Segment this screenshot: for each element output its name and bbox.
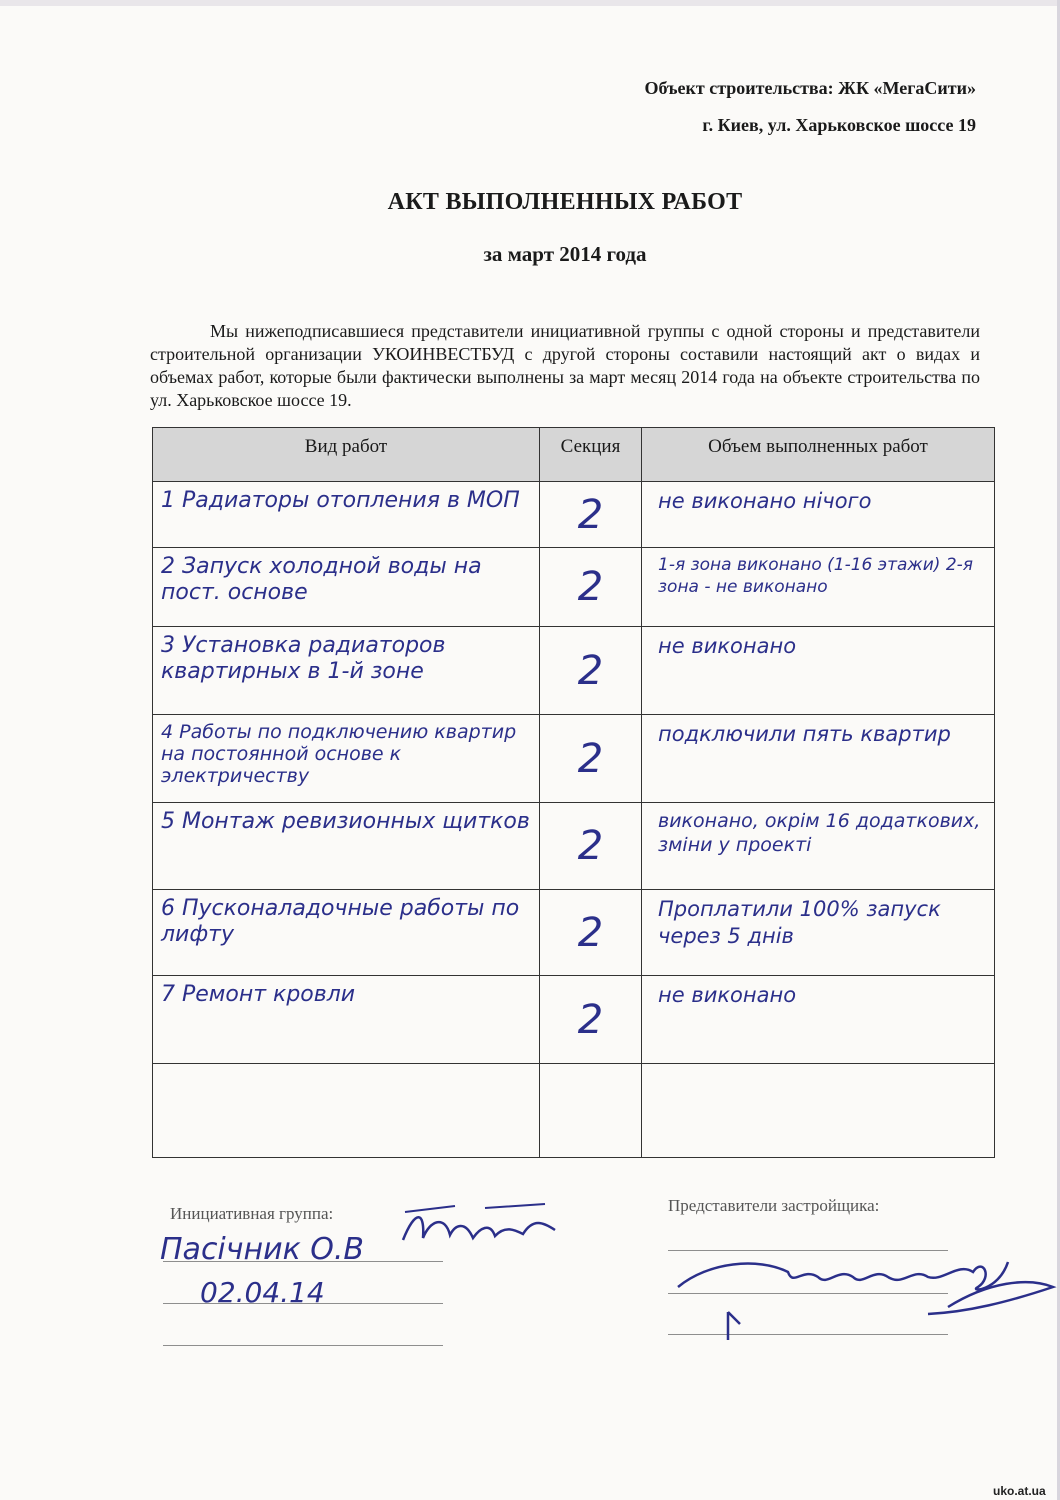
initiative-group-label: Инициативная группа: (170, 1204, 334, 1223)
result-cell (642, 1064, 995, 1158)
section-cell: 2 (540, 803, 642, 890)
result-cell: не виконано (642, 976, 995, 1064)
header-section: Секция (540, 428, 642, 482)
table-header-row (153, 428, 995, 482)
work-cell: 3 Установка радиаторов квартирных в 1-й зоне (153, 627, 540, 715)
work-cell: 6 Пусконаладочные работы по лифту (153, 890, 540, 976)
result-cell: не виконано (642, 627, 995, 715)
signature-line (163, 1345, 443, 1346)
section-cell: 2 (540, 715, 642, 803)
result-cell: не виконано нічого (642, 482, 995, 548)
table-row (153, 482, 995, 548)
developer-representatives-label: Представители застройщика: (668, 1196, 880, 1215)
table-row (153, 890, 995, 976)
document-title: АКТ ВЫПОЛНЕННЫХ РАБОТ (387, 189, 743, 215)
section-cell: 2 (540, 482, 642, 548)
site-watermark: uko.at.ua (993, 1484, 1046, 1498)
result-cell: виконано, окрім 16 додаткових, зміни у проекті (642, 803, 995, 890)
section-cell: 2 (540, 548, 642, 627)
initiative-signature-scribble (395, 1200, 565, 1260)
scan-edge (0, 0, 1060, 6)
header-work-type: Вид работ (153, 428, 540, 482)
intro-paragraph (150, 320, 980, 412)
table-row-empty (153, 1064, 995, 1158)
header-result: Объем выполненных работ (642, 428, 995, 482)
table-row (153, 976, 995, 1064)
section-cell: 2 (540, 627, 642, 715)
table-row (153, 627, 995, 715)
work-cell (153, 1064, 540, 1158)
work-cell: 1 Радиаторы отопления в МОП (153, 482, 540, 548)
works-table (152, 427, 995, 1158)
section-cell (540, 1064, 642, 1158)
address-line: г. Киев, ул. Харьковское шоссе 19 (702, 115, 976, 135)
initiative-member-name: Пасічник О.В (160, 1232, 364, 1267)
signature-date: 02.04.14 (200, 1276, 325, 1309)
developer-signature (668, 1232, 1060, 1350)
result-cell: Проплатили 100% запуск через 5 днів (642, 890, 995, 976)
developer-signature-scribble (668, 1378, 1058, 1470)
work-cell: 5 Монтаж ревизионных щитков (153, 803, 540, 890)
result-cell: подключили пять квартир (642, 715, 995, 803)
work-cell: 2 Запуск холодной воды на пост. основе (153, 548, 540, 627)
document-subtitle: за март 2014 года (483, 242, 647, 266)
intro-text: Мы нижеподписавшиеся представители инициативной группы с одной стороны и представители строительной организации УКОИНВЕСТБУД с другой стороны составили настоящий акт о видах и объемах работ, которые были фактически выполнены за март месяц 2014 года на объекте строительства по ул. Харьковское шоссе 19. (150, 321, 980, 410)
table-row (153, 715, 995, 803)
work-cell: 4 Работы по подключению квартир на постоянной основе к электричеству (153, 715, 540, 803)
work-cell: 7 Ремонт кровли (153, 976, 540, 1064)
table-row (153, 803, 995, 890)
section-cell: 2 (540, 890, 642, 976)
result-cell: 1-я зона виконано (1-16 этажи) 2-я зона - не виконано (642, 548, 995, 627)
construction-object-line: Объект строительства: ЖК «МегаСити» (644, 78, 976, 98)
section-cell: 2 (540, 976, 642, 1064)
table-row (153, 548, 995, 627)
